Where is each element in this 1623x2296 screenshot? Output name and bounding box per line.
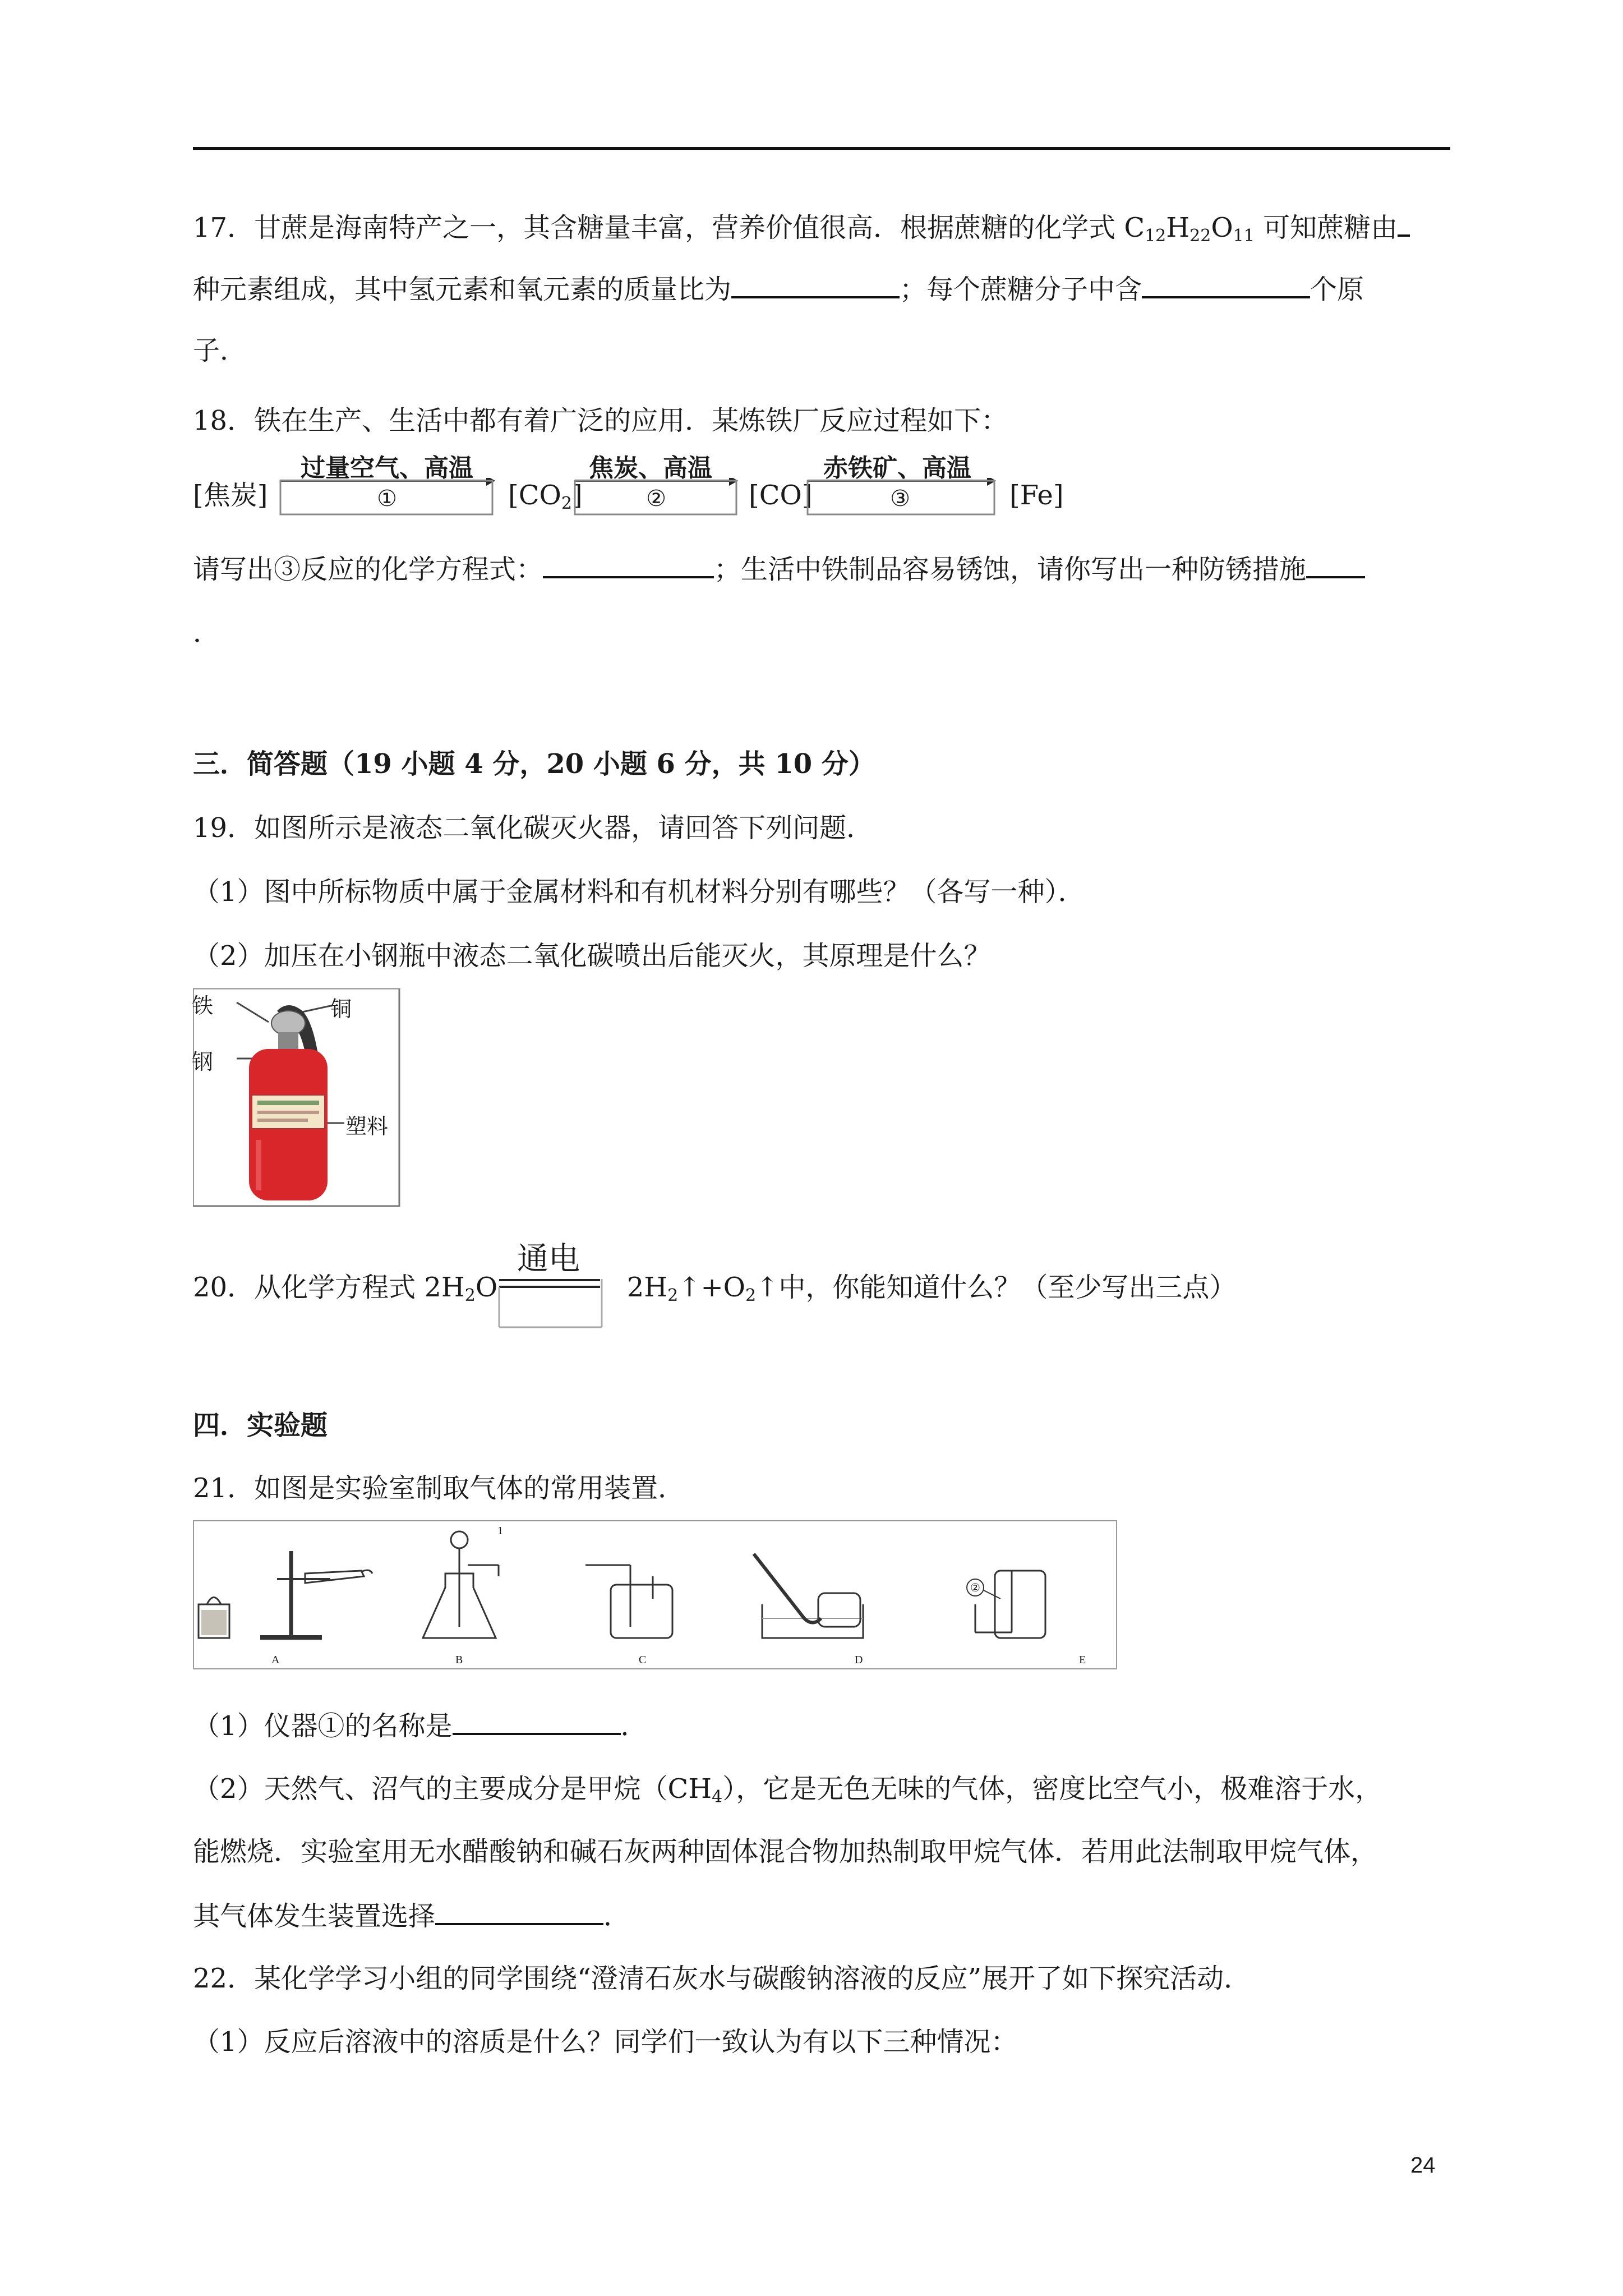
step3-number: ③ [890, 486, 910, 512]
q21-part2-line3: 其气体发生装置选择 ． [193, 1898, 630, 1933]
step1-label: 过量空气、高温 [301, 454, 473, 482]
apparatus-label-d: D [855, 1654, 863, 1666]
answer-blank[interactable] [543, 551, 714, 578]
answer-blank[interactable] [1306, 551, 1365, 578]
q19-part1: （1）图中所标物质中属于金属材料和有机材料分别有哪些？（各写一种）． [193, 876, 1085, 908]
answer-blank[interactable] [453, 1708, 621, 1735]
q21-part2-line2: 能燃烧．实验室用无水醋酸钠和碱石灰两种固体混合物加热制取甲烷气体．若用此法制取甲烷气体， [193, 1836, 1378, 1867]
q22-part1: （1）反应后溶液中的溶质是什么？同学们一致认为有以下三种情况： [193, 2026, 1018, 2058]
answer-blank[interactable] [1398, 210, 1410, 237]
step2-label: 焦炭、高温 [589, 454, 712, 482]
flow-fe: [Fe] [1009, 480, 1064, 511]
answer-blank[interactable] [731, 272, 900, 298]
q17-line1: 17．甘蔗是海南特产之一，其含糖量丰富，营养价值很高．根据蔗糖的化学式 $C_{12}H_{22}O_{11}$ 可知蔗糖由 [193, 210, 1410, 253]
fire-extinguisher-figure [193, 988, 400, 1207]
q21-part2-line1: （2）天然气、沼气的主要成分是甲烷$(CH_4)$，它是无色无味的气体，密度比空气小，极难溶于水， [193, 1773, 1382, 1807]
q19-line1: 19．如图所示是液态二氧化碳灭火器，请回答下列问题． [193, 812, 874, 844]
flow-co: [CO] [749, 480, 813, 511]
q17-line3: 子． [193, 335, 247, 366]
apparatus-drawing [193, 1520, 1118, 1671]
answer-blank[interactable] [435, 1898, 603, 1925]
marker-1: 1 [497, 1525, 503, 1537]
apparatus-label-e: E [1079, 1654, 1086, 1666]
label-copper: 铜 [330, 997, 352, 1022]
q18-line2: 请写出③反应的化学方程式： ；生活中铁制品容易锈蚀，请你写出一种防锈措施 [193, 551, 1365, 586]
q21-line1: 21．如图是实验室制取气体的常用装置． [193, 1473, 685, 1504]
apparatus-label-c: C [639, 1654, 647, 1666]
q17-line2: 种元素组成，其中氢元素和氧元素的质量比为 ；每个蔗糖分子中含 个原 [193, 272, 1364, 306]
label-steel: 钢 [192, 1050, 214, 1074]
apparatus-label-a: A [271, 1654, 280, 1666]
answer-blank[interactable] [1142, 272, 1310, 298]
marker-2: ② [970, 1582, 980, 1594]
q22-line1: 22．某化学学习小组的同学围绕“澄清石灰水与碳酸钠溶液的反应”展开了如下探究活动． [193, 1963, 1251, 1994]
step1-number: ① [377, 486, 397, 512]
header-rule [193, 147, 1450, 150]
equals-sign-box [498, 1273, 605, 1329]
page-number: 24 [1410, 2153, 1436, 2178]
label-iron: 铁 [192, 993, 214, 1018]
q20-line: 20．从化学方程式 $2H_2O$ $2H_2↑+O_2↑$中，你能知道什么？（至少写出三点） [193, 1272, 1237, 1305]
q18-line1: 18．铁在生产、生活中都有着广泛的应用．某炼铁厂反应过程如下： [193, 405, 1008, 436]
condition-electrolysis: 通电 [517, 1241, 580, 1277]
q19-part2: （2）加压在小钢瓶中液态二氧化碳喷出后能灭火，其原理是什么？ [193, 940, 991, 972]
flow-coke: [焦炭] [193, 480, 268, 511]
flow-co2: $[CO_2]$ [508, 480, 583, 513]
q18-line3: ． [193, 617, 220, 648]
apparatus-figure [193, 1520, 1118, 1671]
section-3-heading: 三．简答题（19 小题 4 分，20 小题 6 分，共 10 分） [193, 748, 875, 780]
q21-part1: （1）仪器①的名称是 ． [193, 1708, 648, 1743]
step2-number: ② [646, 486, 666, 512]
fire-extinguisher-image [193, 988, 400, 1207]
step3-label: 赤铁矿、高温 [823, 454, 971, 482]
section-4-heading: 四．实验题 [193, 1410, 328, 1441]
apparatus-label-b: B [455, 1654, 463, 1666]
label-plastic: 塑料 [345, 1114, 389, 1139]
